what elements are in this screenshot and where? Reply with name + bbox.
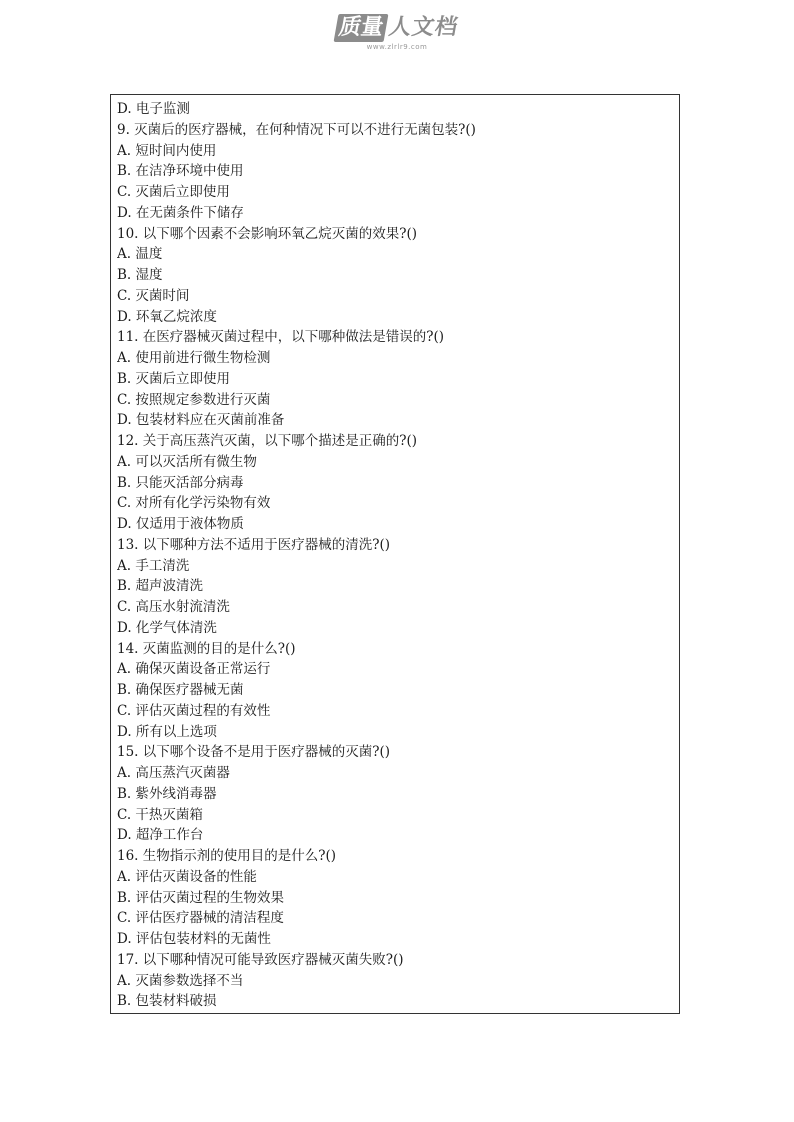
option-text: B. 紫外线消毒器 xyxy=(117,785,217,802)
question-text: 16. 生物指示剂的使用目的是什么?() xyxy=(117,848,337,864)
logo-wrap xyxy=(336,14,461,51)
question-text: 15. 以下哪个设备不是用于医疗器械的灭菌?() xyxy=(117,744,391,761)
option-text: A. 温度 xyxy=(117,246,163,263)
option-text: B. 超声波清洗 xyxy=(117,578,204,595)
option-text: D. 仅适用于液体物质 xyxy=(117,516,244,532)
option-text: D. 环氧乙烷浓度 xyxy=(117,308,217,325)
option-text: D. 所有以上选项 xyxy=(117,723,217,740)
option-text: D. 评估包装材料的无菌性 xyxy=(117,931,271,947)
logo-url: www.zlrlr9.com xyxy=(366,42,428,51)
option-text: A. 灭菌参数选择不当 xyxy=(117,972,244,989)
option-text: D. 化学气体清洗 xyxy=(117,619,217,636)
option-text: C. 评估灭菌过程的有效性 xyxy=(117,702,271,719)
option-text: A. 高压蒸汽灭菌器 xyxy=(117,765,230,781)
question-text: 14. 灭菌监测的目的是什么?() xyxy=(117,640,296,657)
option-text: C. 干热灭菌箱 xyxy=(117,806,203,823)
site-logo xyxy=(0,10,794,54)
option-text: A. 使用前进行微生物检测 xyxy=(117,350,271,366)
option-text: A. 确保灭菌设备正常运行 xyxy=(117,661,271,678)
option-text: C. 高压水射流清洗 xyxy=(117,599,230,615)
question-text: 13. 以下哪种方法不适用于医疗器械的清洗?() xyxy=(117,536,391,553)
option-text: A. 手工清洗 xyxy=(117,557,190,574)
option-text: A. 评估灭菌设备的性能 xyxy=(117,868,257,885)
question-text: 10. 以下哪个因素不会影响环氧乙烷灭菌的效果?() xyxy=(117,225,418,242)
document-content-box xyxy=(110,94,680,1014)
logo-text: 人文档 xyxy=(386,14,461,40)
logo-main xyxy=(336,14,461,42)
option-text: B. 湿度 xyxy=(117,267,163,283)
option-text: C. 灭菌后立即使用 xyxy=(117,184,230,200)
option-text: B. 包装材料破损 xyxy=(117,993,217,1010)
option-text: B. 在洁净环境中使用 xyxy=(117,163,244,180)
option-text: B. 灭菌后立即使用 xyxy=(117,370,231,387)
option-text: D. 包装材料应在灭菌前准备 xyxy=(117,412,285,429)
question-text: 12. 关于高压蒸汽灭菌，以下哪个描述是正确的?() xyxy=(117,433,418,449)
option-text: D. 在无菌条件下储存 xyxy=(117,204,244,221)
question-text: 9. 灭菌后的医疗器械，在何种情况下可以不进行无菌包装?() xyxy=(117,121,476,138)
option-text: B. 确保医疗器械无菌 xyxy=(117,682,244,698)
logo-box-text: 质量 xyxy=(334,14,389,42)
option-text: B. 评估灭菌过程的生物效果 xyxy=(117,889,285,906)
option-text: A. 可以灭活所有微生物 xyxy=(117,453,257,470)
option-text: C. 对所有化学污染物有效 xyxy=(117,495,271,512)
option-text: C. 按照规定参数进行灭菌 xyxy=(117,391,271,408)
option-text: B. 只能灭活部分病毒 xyxy=(117,474,244,491)
option-text: D. 电子监测 xyxy=(117,101,190,117)
question-text: 17. 以下哪种情况可能导致医疗器械灭菌失败?() xyxy=(117,951,404,968)
option-text: C. 灭菌时间 xyxy=(117,287,190,304)
option-text: D. 超净工作台 xyxy=(117,827,204,844)
option-text: C. 评估医疗器械的清洁程度 xyxy=(117,910,284,927)
question-text: 11. 在医疗器械灭菌过程中，以下哪种做法是错误的?() xyxy=(117,329,445,346)
option-text: A. 短时间内使用 xyxy=(117,142,217,159)
